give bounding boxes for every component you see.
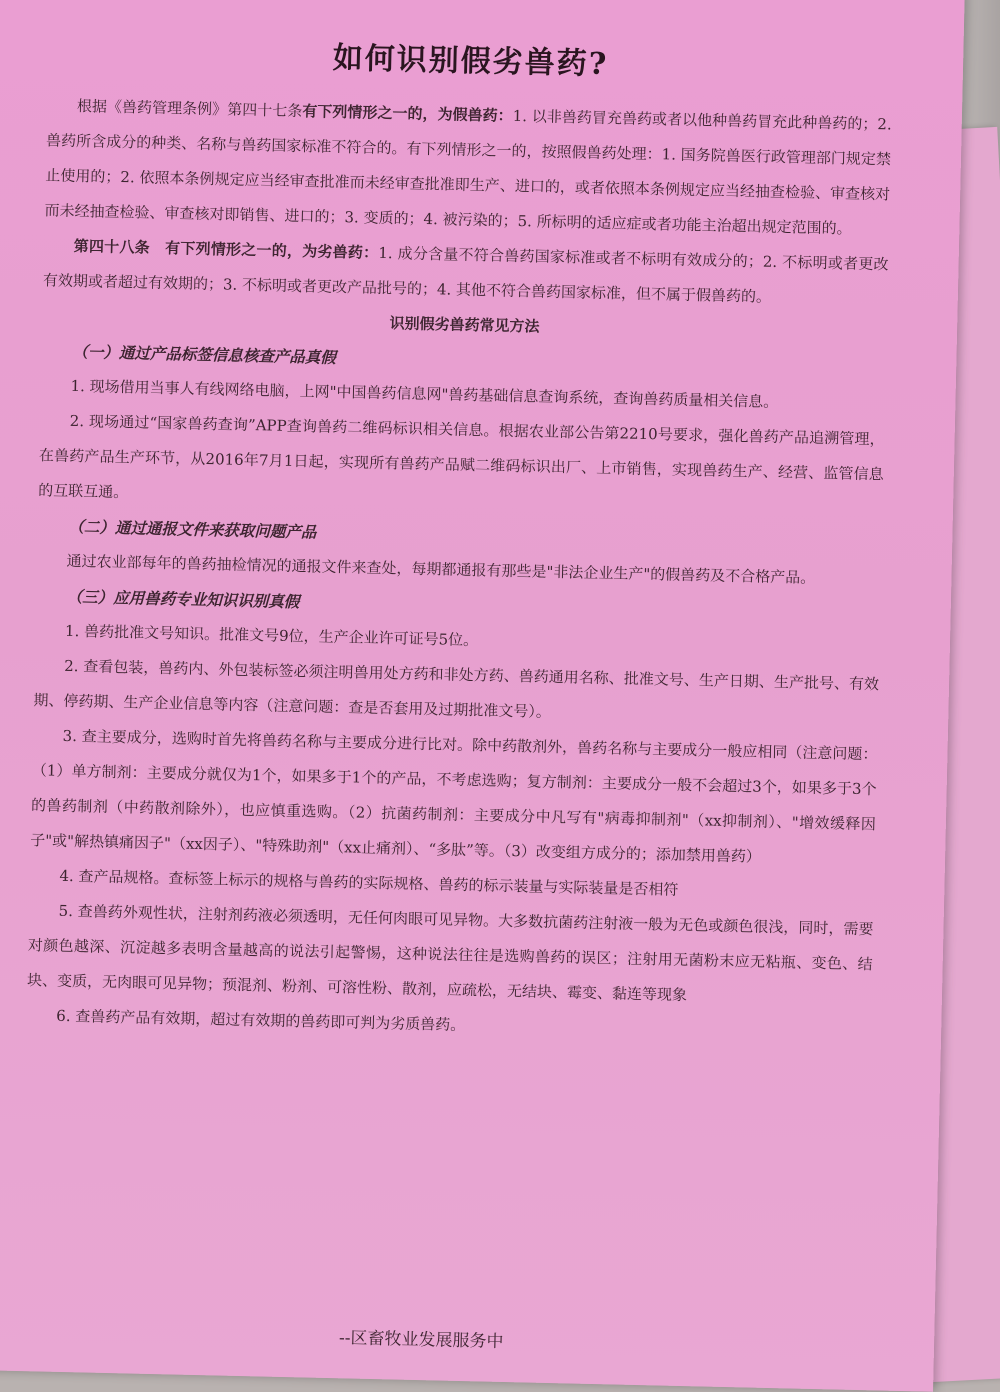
methods-heading: 识别假劣兽药常见方法 (389, 314, 540, 336)
article47-text: 1. 以非兽药冒充兽药或者以他种兽药冒充此种兽药的；2. 兽药所含成分的种类、名称与兽药国家标准不符合的。有下列情形之一的，按照假兽药处理：1. 国务院兽医行政管理部门规定禁止使用的；2. 依照本条例规定应当经审查批准而未经审查批准即生产、进口的，或者依照本条例规定应当经抽查检验、审查核对而未经抽查检验、审查核对即销售、进口的；3. 变质的；4. 被污染的；5. 所标明的适应症或者功能主治超出规定范围的。 (44, 106, 892, 238)
section3-item: 1. 兽药批准文号知识。批准文号9位，生产企业许可证号5位。 (64, 621, 479, 650)
article47-bold: 有下列情形之一的，为假兽药： (302, 102, 513, 125)
document-title: 如何识别假劣兽药? (332, 40, 609, 83)
section2-heading: （二）通过通报文件来获取问题产品 (68, 516, 317, 542)
section3-heading: （三）应用兽药专业知识识别真假 (66, 586, 300, 612)
article47-paragraph (44, 88, 892, 247)
section3-item: 6. 查兽药产品有效期，超过有效期的兽药即可判为劣质兽药。 (56, 1006, 466, 1035)
section3-item: 3. 查主要成分，选购时首先将兽药名称与主要成分进行比对。除中药散剂外，兽药名称与主要成分一般应相同（注意问题：（1）单方制剂：主要成分就仅为1个，如果多于1个的产品，不考虑选购；复方制剂：主要成分一般不会超过3个，如果多于3个的兽药制剂（中药散剂除外），也应慎重选购。（2）抗菌药制剂：主要成分中凡写有"病毒抑制剂"（xx抑制剂）、"增效缓释因子"或"解热镇痛因子"（xx因子）、"特殊助剂"（xx止痛剂）、“多肽”等。（3）改变组方成分的；添加禁用兽药） (30, 726, 878, 866)
document-content (26, 26, 894, 1052)
article48-bold: 第四十八条 有下列情形之一的，为劣兽药： (73, 236, 379, 262)
section1-heading: （一）通过产品标签信息核查产品真假 (72, 341, 337, 367)
section2-text: 通过农业部每年的兽药抽检情况的通报文件来查处，每期都通报有那些是"非法企业生产"的假兽药及不合格产品。 (66, 551, 816, 587)
section1-item: 1. 现场借用当事人有线网络电脑，上网"中国兽药信息网"兽药基础信息查询系统，查询兽药质量相关信息。 (70, 376, 779, 411)
article47-lead: 根据《兽药管理条例》第四十七条 (76, 97, 303, 121)
document-footer: --区畜牧业发展服务中 (338, 1328, 504, 1353)
article48-text: 1. 成分含量不符合兽药国家标准或者不标明有效成分的；2. 不标明或者更改有效期或者超过有效期的；3. 不标明或者更改产品批号的；4. 其他不符合兽药国家标准，但不属于假兽药的。 (42, 243, 889, 306)
section3-item: 4. 查产品规格。查标签上标示的规格与兽药的实际规格、兽药的标示装量与实际装量是否相符 (59, 866, 679, 899)
section3-item: 5. 查兽药外观性状，注射剂药液必须透明，无任何肉眼可见异物。大多数抗菌药注射液一般为无色或颜色很浅，同时，需要对颜色越深、沉淀越多表明含量越高的说法引起警惕，这种说法往往是选购兽药的误区；注射用无菌粉末应无粘瓶、变色、结块、变质，无肉眼可见异物；预混剂、粉剂、可溶性粉、散剂，应疏松，无结块、霉变、黏连等现象 (26, 901, 874, 1005)
section3-item: 2. 查看包装，兽药内、外包装标签必须注明兽用处方药和非处方药、兽药通用名称、批准文号、生产日期、生产批号、有效期、停药期、生产企业信息等内容（注意问题：查是否套用及过期批准文号）。 (33, 656, 880, 721)
section1-item: 2. 现场通过“国家兽药查询”APP查询兽药二维码标识相关信息。根据农业部公告第2210号要求，强化兽药产品追溯管理，在兽药产品生产环节，从2016年7月1日起，实现所有兽药产品赋二维码标识出厂、上市销售，实现兽药生产、经营、监管信息的互联互通。 (38, 411, 885, 502)
